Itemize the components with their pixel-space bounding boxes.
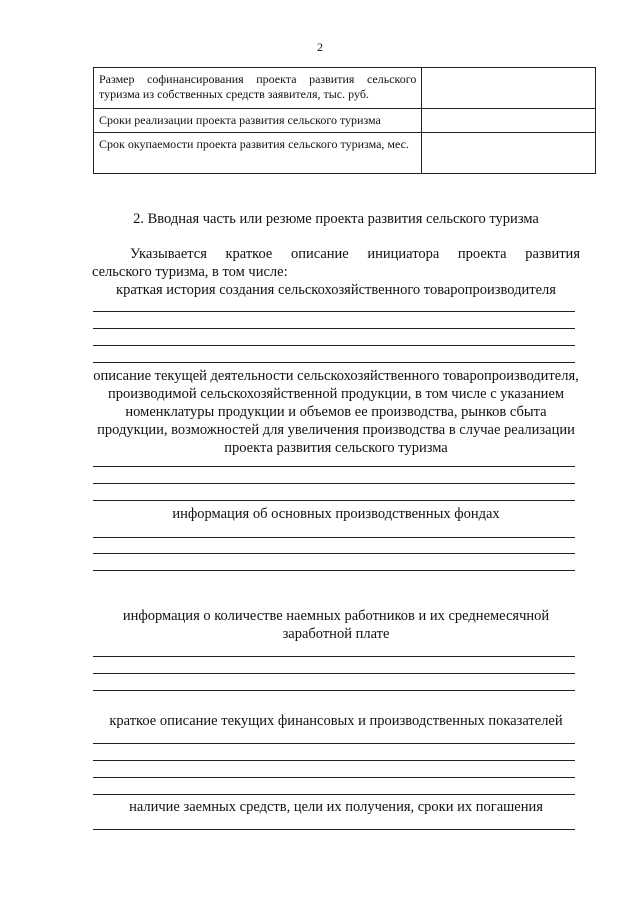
fill-line[interactable] — [93, 483, 575, 484]
cofinancing-value[interactable] — [422, 68, 596, 109]
item-history: краткая история создания сельскохозяйственного товаропроизводителя — [116, 282, 556, 298]
fill-line[interactable] — [93, 362, 575, 363]
table-row — [94, 109, 596, 133]
fill-line[interactable] — [93, 690, 575, 691]
fill-line[interactable] — [93, 345, 575, 346]
table-row — [94, 133, 596, 174]
payback-period-value[interactable] — [422, 133, 596, 174]
cofinancing-label: Размер софинансирования проекта развития сельского туризма из собственных средств заявителя, тыс. руб. — [94, 68, 422, 109]
intro-line-2: сельского туризма, в том числе: — [92, 264, 288, 280]
intro-line-1: Указывается краткое описание инициатора проекта развития — [130, 246, 580, 262]
fill-line[interactable] — [93, 656, 575, 657]
fill-line[interactable] — [93, 794, 575, 795]
fill-line[interactable] — [93, 311, 575, 312]
implementation-period-label: Сроки реализации проекта развития сельского туризма — [94, 109, 422, 133]
fill-line[interactable] — [93, 743, 575, 744]
payback-period-label: Срок окупаемости проекта развития сельского туризма, мес. — [94, 133, 422, 174]
fill-line[interactable] — [93, 466, 575, 467]
fill-line[interactable] — [93, 570, 575, 571]
fill-line[interactable] — [93, 673, 575, 674]
item-loans: наличие заемных средств, цели их получения, сроки их погашения — [129, 799, 543, 815]
fill-line[interactable] — [93, 328, 575, 329]
page-number: 2 — [317, 40, 323, 54]
fill-line[interactable] — [93, 553, 575, 554]
item-workers: информация о количестве наемных работников и их среднемесячной заработной плате — [122, 608, 550, 642]
fill-line[interactable] — [93, 500, 575, 501]
item-activity: описание текущей деятельности сельскохозяйственного товаропроизводителя, производимой сельскохозяйственной продукции, в том числе с указанием номенклатуры продукции и объемов ее производства, рынков сбыта продукции, возможностей для увеличения производства в случае реализации проекта развития сельского туризма — [93, 368, 579, 456]
table-row — [94, 68, 596, 109]
implementation-period-value[interactable] — [422, 109, 596, 133]
item-financial: краткое описание текущих финансовых и производственных показателей — [109, 713, 563, 729]
item-funds: информация об основных производственных фондах — [172, 506, 500, 522]
fill-line[interactable] — [93, 760, 575, 761]
fill-line[interactable] — [93, 777, 575, 778]
fill-line[interactable] — [93, 829, 575, 830]
fill-line[interactable] — [93, 537, 575, 538]
project-info-table — [93, 67, 596, 174]
section-heading: 2. Вводная часть или резюме проекта развития сельского туризма — [133, 211, 539, 227]
